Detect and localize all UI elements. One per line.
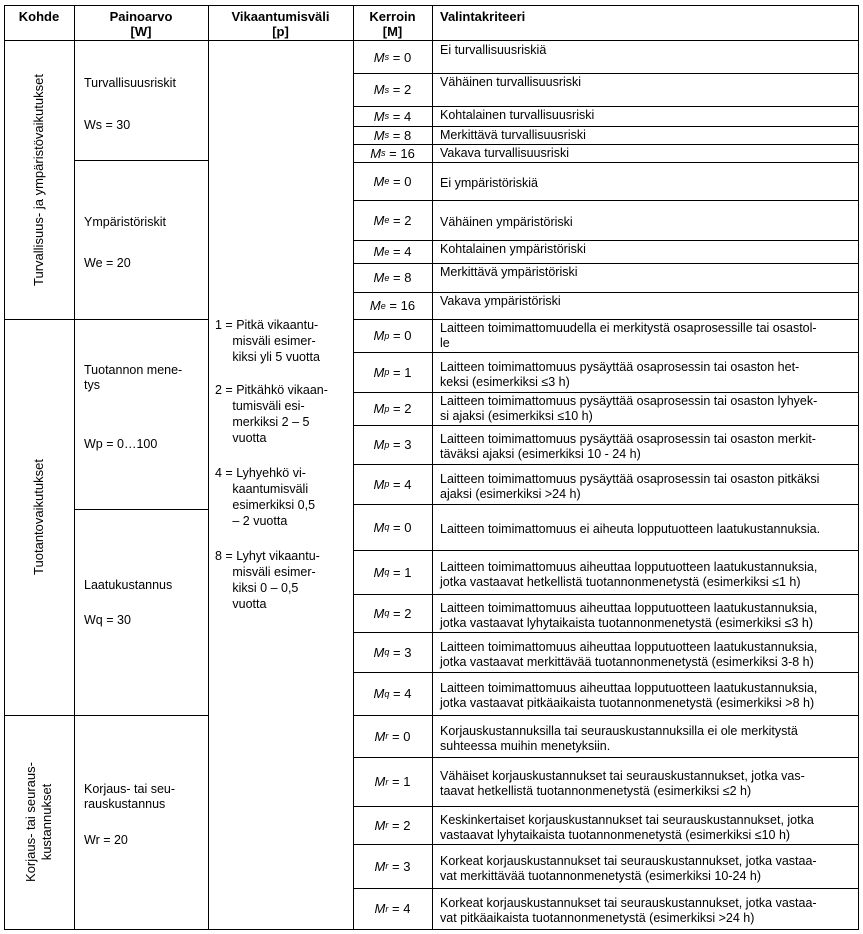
criterion-text-content: Kohtalainen ympäristöriski bbox=[440, 242, 586, 256]
criterion-text bbox=[432, 632, 858, 672]
criterion-text bbox=[432, 73, 858, 106]
h-rule bbox=[353, 240, 858, 241]
interval-column bbox=[208, 41, 353, 929]
criterion-text-content: Keskinkertaiset korjauskustannukset tai seurauskustannukset, jotka vastaavat lyhytaikaista tuotannonmenetystä (esimerkiksi ≤10 h) bbox=[440, 812, 814, 842]
coefficient-cell: M q = 4 bbox=[373, 686, 412, 701]
coefficient-symbol: M bbox=[369, 298, 381, 313]
coefficient-symbol: M bbox=[373, 49, 385, 65]
criterion-text-content: Korkeat korjauskustannukset tai seurauskustannukset, jotka vastaa- vat pitkäaikaista tuotannonmenetystä (esimerkiksi >24 h) bbox=[440, 896, 817, 925]
coefficient-value: = 2 bbox=[389, 82, 412, 97]
coefficient-value: = 4 bbox=[388, 901, 411, 916]
coefficient-cell: M r = 1 bbox=[374, 774, 411, 789]
h-rule bbox=[74, 509, 208, 510]
coefficient-cell: M s = 2 bbox=[373, 82, 412, 97]
coefficient-value: = 4 bbox=[389, 244, 412, 259]
h-rule bbox=[353, 806, 858, 807]
h-rule bbox=[353, 888, 858, 889]
criterion-text-content: Laitteen toimimattomuus pysäyttää osaprosessin tai osaston het- keksi (esimerkiksi ≤3 h) bbox=[440, 359, 800, 389]
group-korjaus: Korjaus- tai seuraus- kustannukset bbox=[23, 762, 55, 882]
coefficient-symbol: M bbox=[373, 476, 385, 492]
weight-ymparistoriskit: Ympäristöriskit We = 20 bbox=[84, 215, 166, 270]
criterion-text-content: Kohtalainen turvallisuusriski bbox=[440, 108, 595, 122]
coefficient-value: = 1 bbox=[389, 364, 412, 380]
criterion-text bbox=[432, 550, 858, 594]
criterion-text-content: Vakava turvallisuusriski bbox=[440, 146, 569, 160]
h-rule bbox=[353, 715, 858, 716]
coefficient-cell: M s = 16 bbox=[370, 145, 415, 161]
header-kerroin: Kerroin [M] bbox=[369, 9, 416, 39]
coefficient-symbol: M bbox=[373, 173, 385, 189]
weight-laatukustannus: Laatukustannus Wq = 30 bbox=[84, 578, 173, 627]
coefficient-value: = 1 bbox=[388, 774, 411, 789]
h-rule bbox=[353, 162, 858, 163]
coefficient-value: = 16 bbox=[385, 298, 416, 313]
h-rule bbox=[353, 757, 858, 758]
coefficient-value: = 0 bbox=[389, 519, 412, 535]
coefficient-value: = 3 bbox=[388, 858, 411, 874]
coefficient-value: = 4 bbox=[389, 108, 412, 124]
interval-2: 2 = Pitkähkö vikaan- tumisväli esi- merkiksi 2 – 5 vuotta bbox=[215, 383, 328, 445]
header-valintakriteeri: Valintakriteeri bbox=[440, 9, 526, 24]
coefficient-symbol: M bbox=[373, 519, 385, 535]
coefficient-cell: M s = 4 bbox=[373, 108, 412, 124]
h-rule bbox=[353, 292, 858, 293]
coefficient-symbol: M bbox=[374, 728, 386, 744]
criterion-text-content: Vähäinen ympäristöriski bbox=[440, 215, 573, 229]
coefficient-cell: M p = 4 bbox=[373, 476, 412, 492]
criterion-text bbox=[432, 806, 858, 844]
coefficient-value: = 4 bbox=[389, 476, 412, 492]
criterion-text bbox=[432, 425, 858, 464]
criterion-text bbox=[432, 594, 858, 632]
criterion-text-content: Ei ympäristöriskiä bbox=[440, 176, 538, 190]
coefficient-value: = 2 bbox=[389, 605, 412, 621]
coefficient-symbol: M bbox=[373, 401, 385, 416]
coefficient-value: = 8 bbox=[389, 127, 412, 143]
coefficient-cell: M p = 2 bbox=[373, 401, 412, 416]
coefficient-symbol: M bbox=[373, 270, 385, 285]
weight-turvallisuusriskit: Turvallisuusriskit Ws = 30 bbox=[84, 76, 176, 132]
coefficient-symbol: M bbox=[374, 817, 386, 833]
h-rule bbox=[353, 464, 858, 465]
coefficient-cell: M s = 8 bbox=[373, 127, 412, 143]
coefficient-value: = 0 bbox=[389, 173, 412, 189]
v-rule bbox=[208, 5, 209, 930]
coefficient-cell: M r = 4 bbox=[374, 901, 411, 916]
criterion-text-content: Laitteen toimimattomuus pysäyttää osaprosessin tai osaston merkit- täväksi ajaksi (esimerkiksi 10 - 24 h) bbox=[440, 432, 816, 461]
h-rule bbox=[353, 106, 858, 107]
coefficient-cell: M p = 0 bbox=[373, 328, 412, 343]
h-rule bbox=[353, 73, 858, 74]
coefficient-symbol: M bbox=[373, 244, 385, 259]
coefficient-value: = 2 bbox=[388, 817, 411, 833]
criterion-text-content: Laitteen toimimattomuus ei aiheuta lopputuotteen laatukustannuksia. bbox=[440, 522, 821, 536]
criterion-text bbox=[432, 144, 858, 162]
criterion-text bbox=[432, 504, 858, 550]
criterion-text bbox=[432, 464, 858, 504]
coefficient-cell: M q = 3 bbox=[373, 644, 412, 660]
criterion-text-content: Laitteen toimimattomuudella ei merkitystä osaprosessille tai osastol- le bbox=[440, 321, 817, 350]
criterion-text bbox=[432, 715, 858, 757]
coefficient-symbol: M bbox=[373, 686, 385, 701]
h-rule bbox=[353, 632, 858, 633]
criterion-text-content: Korjauskustannuksilla tai seurauskustannuksilla ei ole merkitystä suhteessa muihin menetyksiin. bbox=[440, 723, 798, 753]
coefficient-value: = 3 bbox=[389, 644, 412, 660]
group-turvallisuus: Turvallisuus- ja ympäristövaikutukset bbox=[31, 74, 46, 286]
coefficient-cell: M e = 0 bbox=[373, 173, 412, 189]
interval-8: 8 = Lyhyt vikaantu- misväli esimer- kiksi 0 – 0,5 vuotta bbox=[215, 549, 320, 611]
h-rule bbox=[353, 263, 858, 264]
h-rule bbox=[353, 319, 858, 320]
coefficient-symbol: M bbox=[373, 82, 385, 97]
v-rule bbox=[74, 5, 75, 930]
coefficient-value: = 3 bbox=[389, 437, 412, 452]
coefficient-cell: M p = 1 bbox=[373, 364, 412, 380]
coefficient-cell: M q = 1 bbox=[373, 564, 412, 580]
coefficient-cell: M e = 16 bbox=[369, 298, 416, 313]
coefficient-cell: M s = 0 bbox=[373, 49, 412, 65]
coefficient-symbol: M bbox=[370, 145, 382, 161]
coefficient-value: = 2 bbox=[389, 212, 412, 228]
criterion-text-content: Merkittävä turvallisuusriski bbox=[440, 128, 586, 142]
h-rule bbox=[353, 594, 858, 595]
criterion-text-content: Vakava ympäristöriski bbox=[440, 294, 561, 308]
criterion-text bbox=[432, 292, 858, 319]
h-rule bbox=[4, 715, 208, 716]
criterion-text-content: Laitteen toimimattomuus aiheuttaa lopputuotteen laatukustannuksia, jotka vastaavat merkittävää tuotannonmenetystä (esimerkiksi 3-8 h) bbox=[440, 639, 818, 669]
criterion-text-content: Merkittävä ympäristöriski bbox=[440, 265, 578, 279]
coefficient-cell: M e = 2 bbox=[373, 212, 412, 228]
h-rule bbox=[353, 504, 858, 505]
coefficient-cell: M r = 3 bbox=[374, 858, 411, 874]
coefficient-value: = 4 bbox=[389, 686, 412, 701]
criterion-text-content: Laitteen toimimattomuus aiheuttaa lopputuotteen laatukustannuksia, jotka vastaavat pitkäaikaista tuotannonmenetystä (esimerkiksi >8 h) bbox=[440, 681, 818, 710]
h-rule bbox=[74, 160, 208, 161]
coefficient-symbol: M bbox=[374, 858, 386, 874]
coefficient-value: = 1 bbox=[389, 564, 412, 580]
criterion-text bbox=[432, 106, 858, 126]
criterion-text bbox=[432, 888, 858, 929]
weight-korjauskustannus: Korjaus- tai seu- rauskustannus Wr = 20 bbox=[84, 782, 176, 847]
coefficient-value: = 0 bbox=[388, 728, 411, 744]
coefficient-symbol: M bbox=[374, 901, 386, 916]
interval-1: 1 = Pitkä vikaantu- misväli esimer- kiksi yli 5 vuotta bbox=[215, 318, 320, 364]
criterion-text-content: Laitteen toimimattomuus aiheuttaa lopputuotteen laatukustannuksia, jotka vastaavat hetkellistä tuotannonmenetystä (esimerkiksi ≤1 h) bbox=[440, 559, 818, 589]
coefficient-symbol: M bbox=[373, 328, 385, 343]
h-rule bbox=[353, 144, 858, 145]
header-kohde: Kohde bbox=[18, 9, 60, 24]
coefficient-value: = 0 bbox=[389, 328, 412, 343]
coefficient-cell: M r = 2 bbox=[374, 817, 411, 833]
coefficient-value: = 8 bbox=[389, 270, 412, 285]
coefficient-symbol: M bbox=[373, 644, 385, 660]
criterion-text-content: Laitteen toimimattomuus pysäyttää osaprosessin tai osaston lyhyek- si ajaksi (esimerkiksi ≤10 h) bbox=[440, 394, 818, 423]
criterion-text-content: Ei turvallisuusriskiä bbox=[440, 43, 547, 57]
coefficient-cell: M q = 0 bbox=[373, 519, 412, 535]
criterion-text bbox=[432, 263, 858, 292]
coefficient-symbol: M bbox=[373, 127, 385, 143]
criterion-text bbox=[432, 319, 858, 352]
h-rule bbox=[353, 672, 858, 673]
h-rule bbox=[353, 126, 858, 127]
weight-tuotannon-menetys: Tuotannon mene- tys Wp = 0…100 bbox=[84, 363, 183, 451]
h-rule bbox=[353, 844, 858, 845]
coefficient-cell: M p = 3 bbox=[373, 437, 412, 452]
criterion-text bbox=[432, 162, 858, 200]
v-rule bbox=[858, 5, 859, 930]
group-tuotanto: Tuotantovaikutukset bbox=[31, 459, 46, 575]
criterion-text bbox=[432, 757, 858, 806]
coefficient-cell: M e = 4 bbox=[373, 244, 412, 259]
coefficient-cell: M q = 2 bbox=[373, 605, 412, 621]
coefficient-value: = 0 bbox=[389, 49, 412, 65]
coefficient-cell: M r = 0 bbox=[374, 728, 411, 744]
coefficient-symbol: M bbox=[373, 605, 385, 621]
coefficient-symbol: M bbox=[373, 212, 385, 228]
criterion-text bbox=[432, 392, 858, 425]
h-rule bbox=[353, 550, 858, 551]
criterion-text bbox=[432, 41, 858, 73]
v-rule bbox=[4, 5, 5, 930]
h-rule bbox=[353, 392, 858, 393]
criterion-text-content: Korkeat korjauskustannukset tai seurauskustannukset, jotka vastaa- vat merkittävää tuotannonmenetystä (esimerkiksi 10-24 h) bbox=[440, 853, 817, 883]
coefficient-symbol: M bbox=[373, 437, 385, 452]
coefficient-symbol: M bbox=[374, 774, 386, 789]
interval-4: 4 = Lyhyehkö vi- kaantumisväli esimerkiksi 0,5 – 2 vuotta bbox=[215, 466, 316, 528]
criterion-text bbox=[432, 240, 858, 263]
coefficient-symbol: M bbox=[373, 564, 385, 580]
coefficient-symbol: M bbox=[373, 364, 385, 380]
h-rule bbox=[353, 200, 858, 201]
header-vikaantumisvali: Vikaantumisväli [p] bbox=[231, 9, 330, 39]
h-rule bbox=[353, 352, 858, 353]
criterion-text bbox=[432, 126, 858, 144]
header-painoarvo: Painoarvo [W] bbox=[109, 9, 173, 39]
h-rule bbox=[4, 319, 208, 320]
coefficient-symbol: M bbox=[373, 108, 385, 124]
criterion-text bbox=[432, 672, 858, 715]
criterion-text bbox=[432, 200, 858, 240]
criterion-text bbox=[432, 844, 858, 888]
criterion-text-content: Vähäiset korjauskustannukset tai seurauskustannukset, jotka vas- taavat hetkellistä tuotannonmenetystä (esimerkiksi ≤2 h) bbox=[440, 769, 805, 798]
coefficient-value: = 16 bbox=[385, 145, 415, 161]
criterion-text bbox=[432, 352, 858, 392]
criterion-text-content: Vähäinen turvallisuusriski bbox=[440, 75, 582, 89]
criterion-text-content: Laitteen toimimattomuus aiheuttaa lopputuotteen laatukustannuksia, jotka vastaavat lyhytaikaista tuotannonmenetystä (esimerkiksi ≤3 h) bbox=[440, 600, 818, 630]
coefficient-value: = 2 bbox=[389, 401, 412, 416]
coefficient-cell: M e = 8 bbox=[373, 270, 412, 285]
criterion-text-content: Laitteen toimimattomuus pysäyttää osaprosessin tai osaston pitkäksi ajaksi (esimerkiksi >24 h) bbox=[440, 471, 820, 501]
h-rule bbox=[353, 425, 858, 426]
